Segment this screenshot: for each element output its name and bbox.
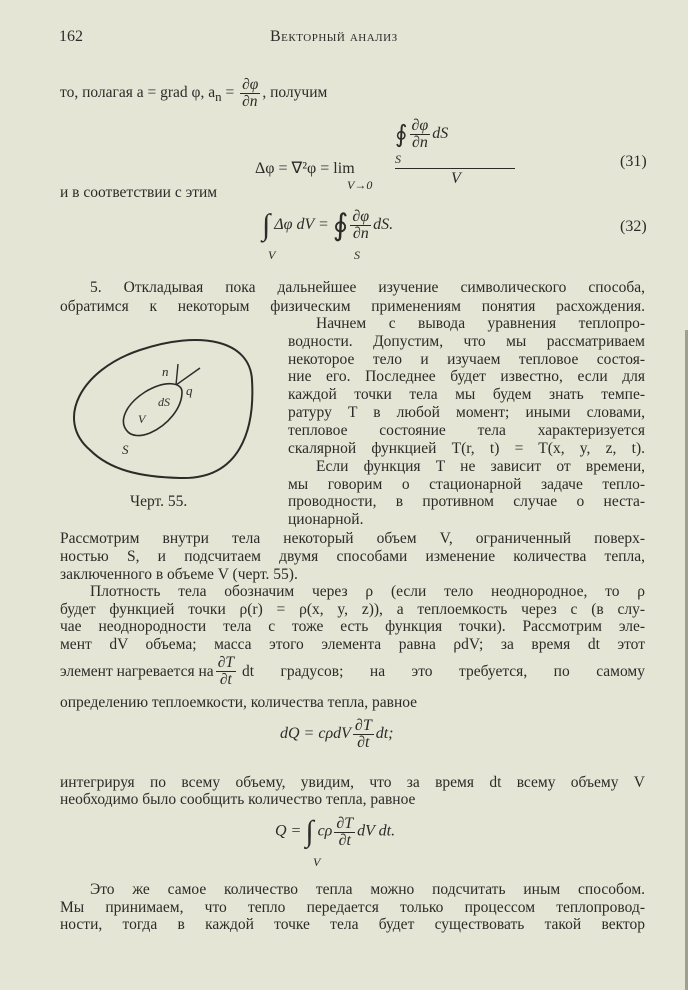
text-line: каждой точки тела мы будем знать темпе- — [288, 386, 645, 403]
text-line: элемент нагревается на $\frac{\partial T}{\partial t}$ dt градусов; на это требуется, по самому — [60, 654, 645, 688]
text-line: скалярной функцией T(r, t) = T(x, y, z, t). — [288, 440, 645, 457]
text-line: Это же самое количество тепла можно подсчитать иным способом. — [90, 881, 645, 898]
text-line: необходимо было сообщить количество тепла, равное — [60, 791, 416, 808]
running-title: Векторный анализ — [270, 28, 398, 45]
text-line: определению теплоемкости, количества тепла, равное — [60, 694, 418, 711]
normal-vector-n — [176, 364, 178, 385]
text-line: ностью S, и подсчитаем двумя способами изменение количества тепла, — [60, 548, 645, 565]
text-line: мент dV объема; масса этого элемента равна ρdV; за время dt этот — [60, 636, 645, 653]
page-number: 162 — [59, 28, 83, 45]
equation-number: (31) — [620, 153, 647, 170]
text-line: Плотность тела обозначим через ρ (если тело неоднородное, то ρ — [90, 583, 645, 600]
text-line: 5. Откладывая пока дальнейшее изучение символического способа, — [90, 279, 645, 296]
label-q: q — [186, 383, 193, 398]
outer-surface-s — [74, 340, 252, 478]
text-line: мы говорим о стационарной задаче тепло- — [288, 476, 645, 493]
label-v: V — [138, 412, 146, 426]
text-line: Если функция T не зависит от времени, — [316, 458, 645, 475]
label-ds: dS — [158, 395, 170, 409]
equation-dq: dQ = cρdV $\frac{\partial T}{\partial t}$ dt; — [280, 717, 394, 751]
text-line: интегрируя по всему объему, увидим, что за время dt всему объему V — [60, 774, 645, 791]
text-line: ности, тогда в каждой точке тела будет существовать такой вектор — [60, 916, 645, 933]
text-line: некоторое тело и изучаем тепловое состоя- — [288, 351, 645, 368]
label-n: n — [162, 364, 169, 379]
text-line: Мы принимаем, что тепло передается только процессом теплопровод- — [60, 899, 645, 916]
label-s: S — [122, 442, 129, 457]
text-line: и в соответствии с этим — [60, 184, 218, 201]
text-line: Начнем с вывода уравнения теплопро- — [316, 315, 645, 332]
text-line: будет функцией точки ρ(r) = ρ(x, y, z)), а теплоемкость через c (в слу- — [60, 601, 645, 618]
figure-55 — [60, 330, 280, 490]
text-line: Рассмотрим внутри тела некоторый объем V, ограниченный поверх- — [60, 530, 645, 547]
text-line: обратимся к некоторым физическим применениям понятия расхождения. — [60, 298, 645, 315]
text-line: водности. Допустим, что мы рассматриваем — [288, 333, 645, 350]
figure-caption: Черт. 55. — [130, 493, 188, 510]
equation-q: Q = ∫ cρ $\frac{\partial T}{\partial t}$ dV dt. V — [275, 814, 396, 869]
text-line: то, полагая a = grad φ, $a_n$ = $\frac{\partial\varphi}{\partial n}$ , получим — [60, 76, 328, 110]
text-line: тепловое состояние тела характеризуется — [288, 422, 645, 439]
text-line: проводности, в противном случае о неста- — [288, 493, 645, 510]
inner-volume-v — [123, 384, 182, 436]
text-line: заключенного в объеме V (черт. 55). — [60, 566, 298, 583]
text-line: чае неоднородности тела c тоже есть функция точки). Рассмотрим эле- — [60, 618, 645, 635]
equation-number: (32) — [620, 218, 647, 235]
text-line: ционарной. — [288, 511, 364, 528]
text-line: ратуру T в любой момент; иными словами, — [288, 404, 645, 421]
equation-32: ∫ Δφ dV = ∮ $\frac{\partial\varphi}{\partial n}$ dS. V S — [262, 208, 394, 262]
text-line: ние его. Последнее будет известно, если для — [288, 368, 645, 385]
